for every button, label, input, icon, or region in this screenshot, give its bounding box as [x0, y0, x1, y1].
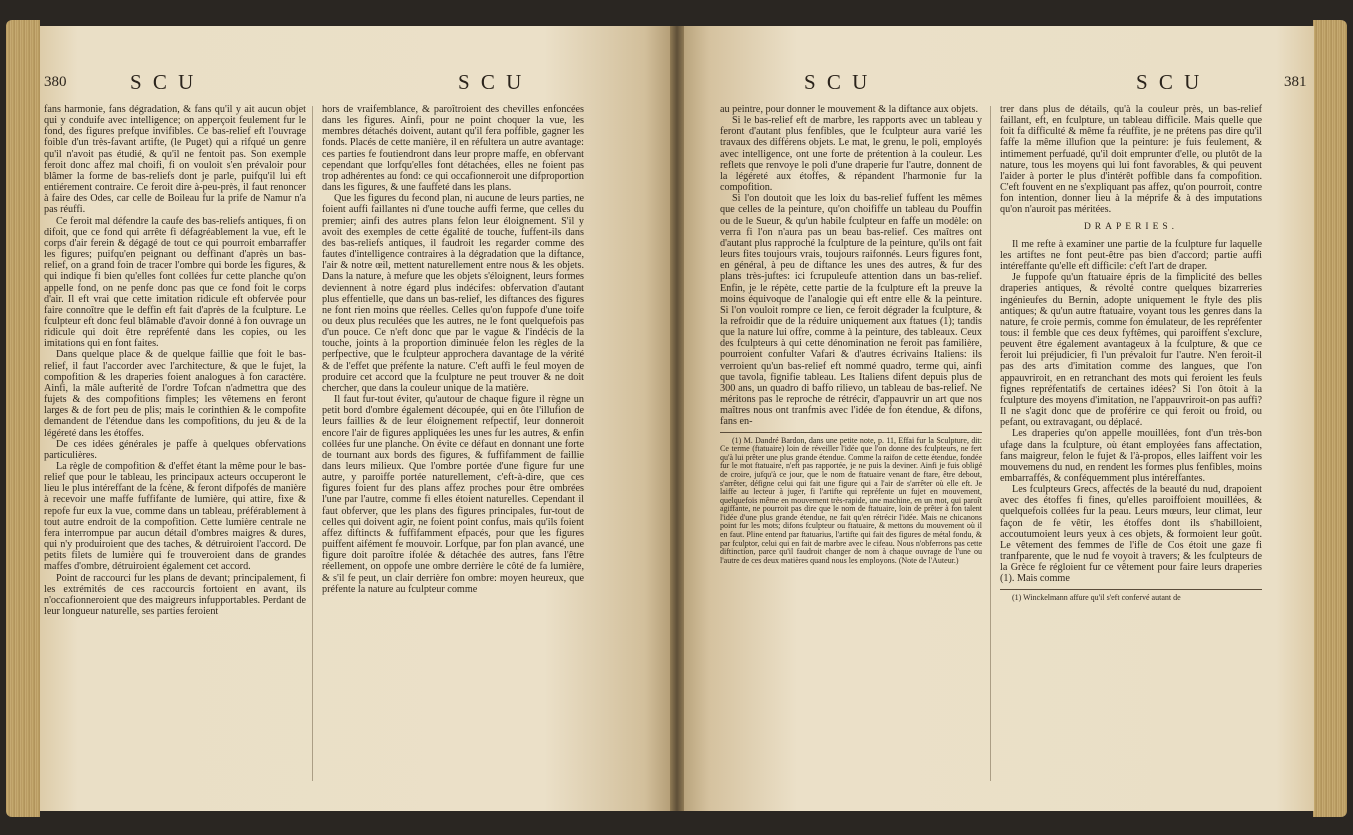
paragraph: trer dans plus de détails, qu'à la couleur près, un bas-relief faillant, eft, en fculpture, un tableau difficile. Mais quelle que foit fa difficulté & même fa réuffite, je ne prétens pas dire qu'il faffe la même illufion que la peinture: je fuis feulement, & intimement perfuadé, qu'il doit emprunter d'elle, ou plutôt de la nature, tous les moyens qui lui font favorables, & qui peuvent l'aider à porter le plus d'intérêt poffible dans fa compofition. C'eft fouvent en ne s'expliquant pas affez, qu'on pourroit, contre fon intention, donner lieu à la méprife & à des imputations qu'on n'auroit pas méritées.	[1000, 104, 1262, 216]
footnote-rule	[1000, 589, 1262, 590]
paragraph: Il faut fur-tout éviter, qu'autour de chaque figure il règne un petit bord d'ombre également découpée, qui en ôte l'illufion de leurs faillies & de leur éloignement refpectif, leur donneroit encore l'air de figures appliquées les unes fur les autres, & enfin collées fur une planche. On évite ce défaut en donnant une forte de tournant aux bords des figures, & fuffifamment de faillie dans leurs milieux. Que l'ombre portée d'une figure fur une autre, y paroiffe portée naturellement, c'eft-à-dire, que ces figures foient fur des plans affez proches pour être ombrées l'une par l'autre, comme fi elles étoient naturelles. Cependant il faut obferver, que les plans des figures principales, fur-tout de celles qui doivent agir, ne foient point confus, mais qu'ils foient affez diftincts & fuffifamment efpacés, pour que les figures puiffent aifément fe mouvoir. Lorfque, par fon plan avancé, une figure doit paroître ifolée & détachée des autres, fans l'être réellement, on oppofe une ombre derrière le côté de fa lumière, & s'il fe peut, un clair derrière fon ombre: moyen heureux, que préfente la nature au fculpteur comme	[322, 394, 584, 595]
right-page	[684, 26, 1314, 811]
left-page-edges	[6, 20, 40, 817]
paragraph: Si l'on doutoit que les loix du bas-relief fuffent les mêmes que celles de la peinture, qu'on choififfe un tableau du Pouffin ou de le Sueur, & qu'un habile fculpteur en faffe un modèle: on verra fi l'on n'aura pas un beau bas-relief. Ces maîtres ont d'autant plus rapproché la fculpture de la peinture, qu'ils ont fait leurs fites toujours vrais, toujours raifonnés. Leurs figures font, en général, à peu de diftance les unes des autres, & fur des plans très-juftes: ici fcrupuleufe attention dans un bas-relief. Enfin, je le répète, cette partie de la fculpture eft la preuve la moins équivoque de l'analogie qui eft entre elle & la peinture. Si l'on vouloit rompre ce lien, ce feroit dégrader la fculpture, & la refroidir que de la réduire uniquement aux ftatues (1); tandis que la nature lui offre, comme à la peinture, des tableaux. Ceux des fculpteurs à qui cette dénomination ne feroit pas familière, pourroient confulter Vafari & d'autres écrivains Italiens: ils verroient qu'un bas-relief eft nommé quadro, terme qui, ainfi que tavola, fignifie tableau. Les Italiens difent depuis plus de 300 ans, un quadro di baffo rilievo, un tableau de bas-relief. Ne méritons pas le reproche de rétrécir, d'appauvrir un art que nos maîtres nous ont tranfmis avec l'idée de fon étendue, & difons, fans en-	[720, 193, 982, 428]
running-head-left-1: S C U	[130, 70, 197, 94]
page-number-right: 381	[1284, 74, 1307, 90]
running-head-right-1: S C U	[804, 70, 871, 94]
paragraph: Point de raccourci fur les plans de devant; principalement, fi les extrémités de ces raccourcis fortoient en avant, ils n'occafionneroient que des maigreurs infupportables. Perdant de leur longueur naturelle, ses parties feroient	[44, 572, 306, 618]
paragraph: fans harmonie, fans dégradation, & fans qu'il y ait aucun objet qui y conduife avec intelligence; on apperçoit feulement fur le fond, des figures prefque invifibles. Ce bas-relief eft l'ouvrage foible d'un très-favant artifte, (le Puget) qui a rifqué un genre qu'il n'avoit pas étudié, & qu'il ne fentoit pas. Son exemple feroit donc affez mal choifi, fi on vouloit s'en prévaloir pour blâmer la forme de bas-reliefs dont je parle, puifqu'il lui eft entiérement contraire. Ce feroit dire à-peu-près, il faut renoncer à faire des Odes, car celle de Boileau fur la prife de Namur n'a pas réuffi.	[44, 104, 306, 216]
paragraph: Si le bas-relief eft de marbre, les rapports avec un tableau y feront d'autant plus fenfibles, que le fculpteur aura varié les travaux des différens objets. Le mat, le grenu, le poli, employés avec intelligence, ont une forte de prétention à la couleur. Les reflets que renvoye le poli d'une draperie fur l'autre, donnent de la légéreté aux étoffes, & répandent l'harmonie fur la compofition.	[720, 115, 982, 194]
paragraph: La règle de compofition & d'effet étant la même pour le bas-relief que pour le tableau, les principaux acteurs occuperont le lieu le plus intéreffant de la fcène, & feront difpofés de manière à recevoir une maffe fuffifante de lumière, qui attire, fixe & repofe fur eux la vue, comme dans un tableau, préférablement à tout autre endroit de la compofition. Cette lumière centrale ne fera interrompue par aucun détail d'ombres maigres & dures, qui n'y produiroient que des taches, & détruiroient l'accord. De petits filets de lumière qui fe trouveroient dans de grandes maffes d'ombre, détruiroient également cet accord.	[44, 461, 306, 573]
right-page-column-1	[720, 104, 982, 565]
paragraph: Les fculpteurs Grecs, affectés de la beauté du nud, drapoient avec des étoffes fi fines, qu'elles paroiffoient mouillées, & quelquefois collées fur la peau. Leurs mœurs, leur climat, leur façon de fe vêtir, les étoffes dont ils s'habilloient, accoutumoient leurs yeux à ces objets, & formoient leur goût. Le vêtement des femmes de l'ifle de Cos étoit une gaze fi tranfparente, que le nud fe voyoit à travers; & les fculpteurs de la Grèce fe régloient fur ce vêtement pour faire leurs draperies (1). Mais comme	[1000, 484, 1262, 585]
book-gutter	[670, 26, 684, 811]
left-page-column-2	[322, 104, 584, 595]
column-divider	[312, 106, 313, 781]
paragraph: Dans quelque place & de quelque faillie que foit le bas-relief, il faut l'accorder avec l'architecture, & que le fujet, la compofition & les draperies foient analogues à fon caractère. Ainfi, la mâle aufterité de l'ordre Tofcan n'admettra que des fujets & des compofitions fimples; les vêtemens en feront larges & de fort peu de plis; mais le corinthien & le compofite demandent de l'étendue dans les compofitions, du jeu & de la légéreté dans les étoffes.	[44, 349, 306, 439]
right-page-edges	[1313, 20, 1347, 817]
footnote: (1) M. Dandré Bardon, dans une petite note, p. 11, Effai fur la Sculpture, dit: Ce terme (ftatuaire) loin de réveiller l'idée que l'on donne des fculpteurs, ne fert qu'à lui prêter une plus grande étendue. Comme la raifon de cette étendue, fondée fur le mot ftatuaire, n'eft pas rapportée, je ne puis la deviner. Ainfi je fuis obligé de croire, jufqu'à ce jour, que le nom de ftatuaire venant de ftare, être debout, s'arrêter, défigne celui qui fait une figure qui a l'air de s'arrêter où elle eft. Je laiffe au lecteur à juger, fi l'artifte qui repréfente un fujet en mouvement, quelquefois même en mouvement très-rapide, une machine, en un mot, qui paroît agiffante, ne pourroit pas dire que le nom de ftatuaire, loin de prêter à fon talent l'idée d'une plus grande étendue, ne fait qu'en rétrécir l'idée. Mais ne chicanons point fur les mots; difons fculpteur ou ftatuaire, & mettons du mouvement où il en faut. Pline entend par ftatuarius, l'artifte qui fait des figures de métal fondu, & par fculptor, celui qui en fait de marbre avec le cifeau. Nous n'obferrons pas cette diftinction, parce qu'il faudroit changer de nom à chaque ouvrage de l'une ou l'autre de ces deux matières quand nous les employons. (Note de l'Auteur.)	[720, 435, 982, 565]
paragraph: hors de vraifemblance, & paroîtroient des chevilles enfoncées dans les figures. Ainfi, pour ne point choquer la vue, les membres détachés doivent, autant qu'il fera poffible, gagner les fonds. Placés de cette manière, il en réfultera un autre avantage: ces parties fe foutiendront dans leur propre maffe, en obfervant cependant que lorfqu'elles font détachées, elles ne foient pas trop adhérentes au fond: ce qui occafionneroit une difproportion dans les figures, & une fauffeté dans les plans.	[322, 104, 584, 194]
paragraph: Les draperies qu'on appelle mouillées, font d'un très-bon ufage dans la fculpture, où étant employées fans affectation, fans maigreur, felon le fujet & l'à-propos, elles laiffent voir les mouvemens du nud, en rendent les formes plus fenfibles, moins embarraffés, & conféquemment plus intéreffantes.	[1000, 428, 1262, 484]
column-divider	[990, 106, 991, 781]
paragraph: Il me refte à examiner une partie de la fculpture fur laquelle les artiftes ne font peut-être pas bien d'accord; partie auffi intéreffante qu'elle eft difficile: c'eft l'art de draper.	[1000, 238, 1262, 273]
section-heading: DRAPERIES.	[1083, 221, 1179, 232]
running-head-right-2: S C U	[1136, 70, 1203, 94]
left-page-column-1	[44, 104, 306, 617]
paragraph: De ces idées générales je paffe à quelques obfervations particulières.	[44, 438, 306, 461]
paragraph: au peintre, pour donner le mouvement & la diftance aux objets.	[720, 104, 979, 115]
paragraph: Ce feroit mal défendre la caufe des bas-reliefs antiques, fi on difoit, que ce fond qui arrête fi défagréablement la vue, eft le corps d'air ferein & dégagé de tout ce qui pourroit embarraffer les figures; puifqu'en peignant ou deffinant d'après un bas-relief, on a grand foin de tracer l'ombre qui borde les figures, & qui indique fi bien qu'elles font collées fur cette planche qu'on appelle fond, on ne penfe donc pas que ce fond foit le corps d'air. Il eft vrai que cette imitation ridicule eft obfervée pour faire connoître que le deffin eft fait d'après de la fculpture. Le fculpteur eft donc feul blâmable d'avoir donné à fon ouvrage un ridicule qui doit être repréfenté dans les copies, ou les imitations qui en font faites.	[44, 215, 306, 350]
running-head-left-2: S C U	[458, 70, 525, 94]
paragraph: Que les figures du fecond plan, ni aucune de leurs parties, ne foient auffi faillantes ni d'une touche auffi ferme, que celles du premier; ainfi des autres plans felon leur éloignement. S'il y avoit des exemples de cette égalité de touche, fuffent-ils dans des bas-reliefs antiques, il faudroit les regarder comme des fautes d'intelligence contraires à la dégradation que la diftance, l'air & notre œil, mettent naturellement entre nous & les objets. Dans la nature, à mefure que les objets s'éloignent, leurs formes deviennent à notre égard plus indécifes: obfervation d'autant plus effentielle, que dans un bas-relief, les diftances des figures ne font rien moins que réelles. Celles qu'on fuppofe d'une toife ou deux plus reculées que les autres, ne le font quelquefois pas d'un pouce. Ce n'eft donc que par le vague & l'indécis de la touche, joints à la proportion diminuée felon les règles de la perfpective, que le fculpteur approchera davantage de la vérité & de l'effet que préfente la nature. C'eft auffi le feul moyen de produire cet accord que la fculpture ne peut trouver & ne doit chercher, que dans la couleur unique de la matière.	[322, 193, 584, 394]
footnote-rule	[720, 432, 982, 433]
left-page	[40, 26, 670, 811]
paragraph: Je fuppofe qu'un ftatuaire épris de la fimplicité des belles draperies antiques, & révolté contre quelques bizarreries ingénieufes du Bernin, adopte uniquement le ftyle des plis antiques; & qu'un autre ftatuaire, voyant tous les genres dans la nature, fe croie permis, comme fon émulateur, de les repréfenter tous: il femble que ces deux fyftêmes, qui paroiffent s'exclure, peuvent être également avantageux à la fculpture, & que ce feroit lui préjudicier, fi l'un prévaloit fur l'autre. N'en feroit-il pas des arts d'imitation comme des langues, que l'on appauvriroit, en en retranchant des mots qui feroient les feuls fignes repréfentatifs de certaines idées? Si l'on ôtoit à la fculpture des moyens d'imitation, ne l'appauvriroit-on pas auffi? Il ne s'agit donc que de proférire ce qui feroit ou froid, ou pefant, ou extravagant, ou déplacé.	[1000, 272, 1262, 429]
page-number-left: 380	[44, 74, 67, 90]
footnote: (1) Winckelmann affure qu'il s'eft confervé autant de	[1012, 592, 1181, 602]
right-page-column-2	[1000, 104, 1262, 602]
